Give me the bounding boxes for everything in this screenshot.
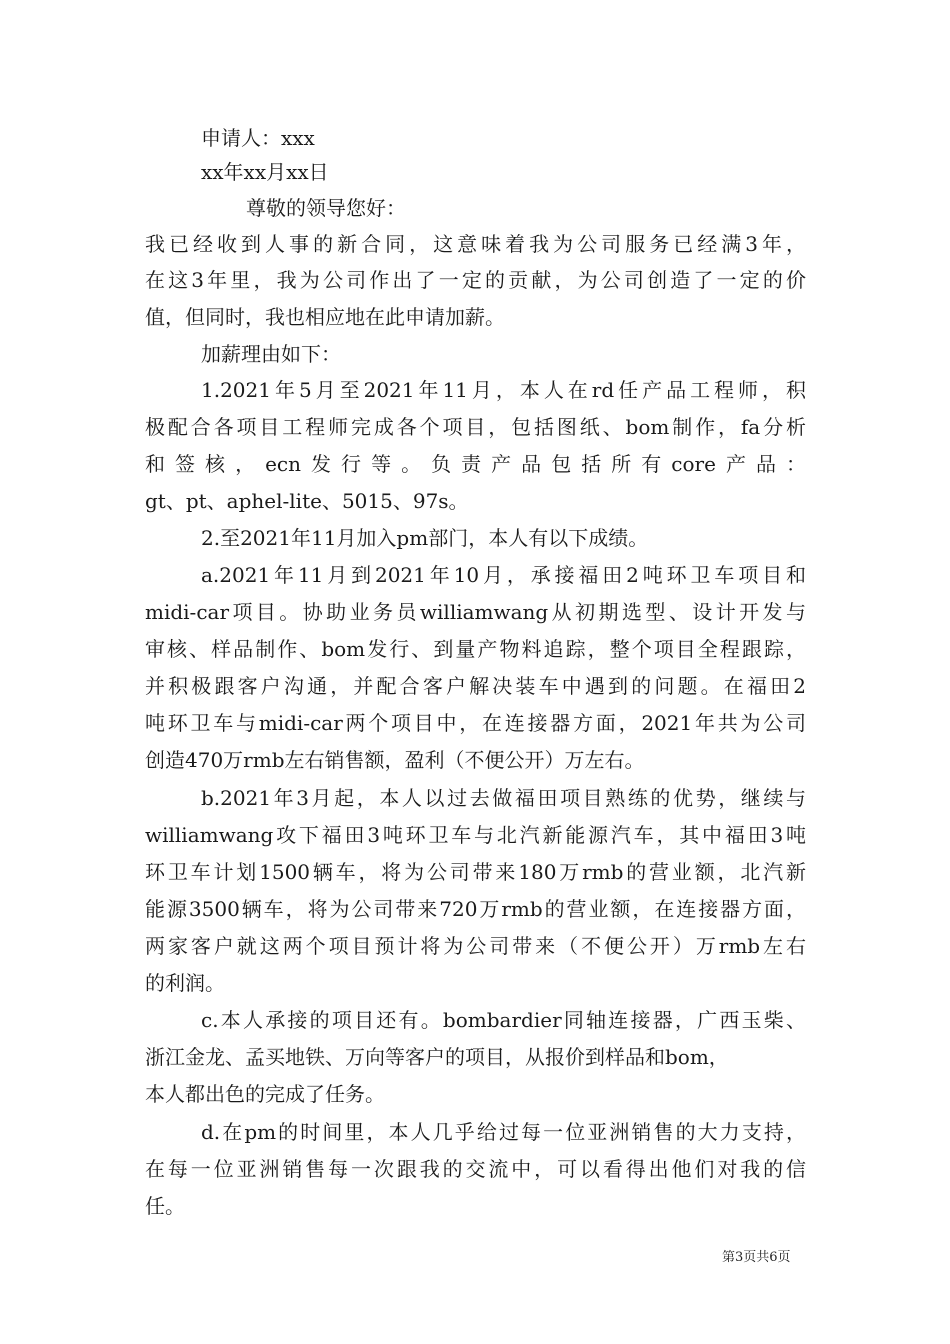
item-b-line-5: 两家客户就这两个项目预计将为公司带来（不便公开）万rmb左右	[145, 934, 806, 958]
item2-line-1: 2.至2021年11月加入pm部门，本人有以下成绩。	[201, 526, 649, 550]
item-b-line-3: 环卫车计划1500辆车，将为公司带来180万rmb的营业额，北汽新	[145, 860, 806, 884]
item1-line-4: gt、pt、aphel-lite、5015、97s。	[145, 489, 469, 513]
reasons-heading: 加薪理由如下：	[201, 342, 341, 366]
item-d-line-3: 任。	[145, 1194, 185, 1218]
salutation: 尊敬的领导您好：	[246, 196, 406, 220]
item-a-line-6: 创造470万rmb左右销售额，盈利（不便公开）万左右。	[145, 748, 645, 772]
intro-line-3: 值，但同时，我也相应地在此申请加薪。	[145, 305, 505, 329]
date-line: xx年xx月xx日	[201, 160, 329, 184]
item-a-line-1: a.2021年11月到2021年10月，承接福田2吨环卫车项目和	[201, 563, 806, 587]
applicant-line: 申请人：xxx	[201, 126, 315, 150]
item-c-line-3: 本人都出色的完成了任务。	[145, 1082, 385, 1106]
item-c-line-2: 浙江金龙、孟买地铁、万向等客户的项目，从报价到样品和bom，	[145, 1045, 729, 1069]
item-b-line-4: 能源3500辆车，将为公司带来720万rmb的营业额，在连接器方面，	[145, 897, 806, 921]
item-c-line-1: c.本人承接的项目还有。bombardier同轴连接器，广西玉柴、	[201, 1008, 806, 1032]
item1-line-1: 1.2021年5月至2021年11月，本人在rd任产品工程师，积	[201, 378, 806, 402]
item1-line-3: 和签核，ecn发行等。负责产品包括所有core产品：	[145, 452, 806, 476]
item-d-line-2: 在每一位亚洲销售每一次跟我的交流中，可以看得出他们对我的信	[145, 1157, 806, 1181]
page-number: 第3页共6页	[722, 1250, 791, 1265]
item-b-line-1: b.2021年3月起，本人以过去做福田项目熟练的优势，继续与	[201, 786, 806, 810]
intro-line-1: 我已经收到人事的新合同，这意味着我为公司服务已经满3年，	[145, 232, 806, 256]
item-b-line-2: williamwang攻下福田3吨环卫车与北汽新能源汽车，其中福田3吨	[145, 823, 806, 847]
item1-line-2: 极配合各项目工程师完成各个项目，包括图纸、bom制作，fa分析	[145, 415, 806, 439]
item-a-line-4: 并积极跟客户沟通，并配合客户解决装车中遇到的问题。在福田2	[145, 674, 806, 698]
item-b-line-6: 的利润。	[145, 971, 225, 995]
item-a-line-2: midi-car项目。协助业务员williamwang从初期选型、设计开发与	[145, 600, 806, 624]
item-a-line-3: 审核、样品制作、bom发行、到量产物料追踪，整个项目全程跟踪，	[145, 637, 806, 661]
intro-line-2: 在这3年里，我为公司作出了一定的贡献，为公司创造了一定的价	[145, 268, 806, 292]
item-a-line-5: 吨环卫车与midi-car两个项目中，在连接器方面，2021年共为公司	[145, 711, 806, 735]
item-d-line-1: d.在pm的时间里，本人几乎给过每一位亚洲销售的大力支持，	[201, 1120, 806, 1144]
